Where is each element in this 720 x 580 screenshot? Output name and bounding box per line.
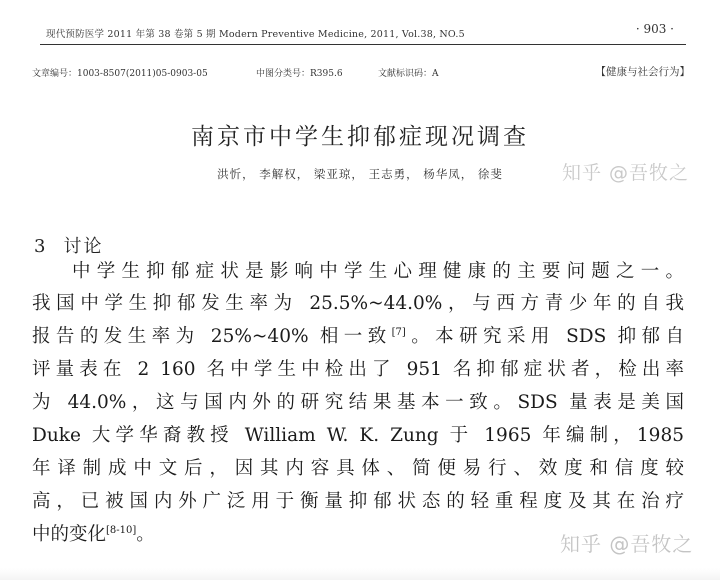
- body-line: 年译制成中文后，因其内容具体、简便易行、效度和信度较: [32, 458, 684, 479]
- body-line: Duke 大学华裔教授 William W. K. Zung 于 1965 年编制，1985: [32, 425, 684, 446]
- section-title: 讨论: [63, 236, 104, 257]
- watermark-top: 知乎 @吾牧之: [562, 162, 690, 184]
- body-line: 为 44.0%，这与国内外的研究结果基本一致。SDS 量表是美国: [32, 392, 684, 413]
- section-heading: [34, 232, 103, 258]
- running-head: 现代预防医学 2011 年第 38 卷第 5 期 Modern Preventive Medicine, 2011, Vol.38, NO.5: [46, 29, 465, 40]
- page-number: · 903 ·: [635, 22, 674, 36]
- citation-ref: [8-10]: [106, 525, 137, 536]
- body-line: 评量表在 2 160 名中学生中检出了 951 名抑郁症状者，检出率: [32, 359, 684, 380]
- body-line: 我国中学生抑郁发生率为 25.5%~44.0%，与西方青少年的自我: [32, 293, 684, 314]
- section-number: 3: [34, 236, 48, 257]
- body-line: 高，已被国内外广泛用于衡量抑郁状态的轻重程度及其在治疗: [32, 491, 684, 512]
- citation-ref: [7]: [391, 327, 406, 338]
- column-label: 【健康与社会行为】: [595, 66, 690, 78]
- article-number: 文章编号：1003-8507(2011)05-0903-05: [32, 69, 208, 79]
- author-list: 洪忻， 李解权， 梁亚琼， 王志勇， 杨华凤， 徐斐: [217, 167, 503, 181]
- clc-number: 中图分类号：R395.6: [256, 69, 343, 79]
- page-edge-shadow: [0, 568, 720, 580]
- document-code: 文献标识码：A: [378, 69, 439, 79]
- watermark-bottom: 知乎 @吾牧之: [560, 532, 694, 556]
- body-line: 中学生抑郁症状是影响中学生心理健康的主要问题之一。: [72, 261, 684, 282]
- article-title: 南京市中学生抑郁症现况调查: [191, 124, 529, 150]
- body-line: 中的变化[8-10]。: [32, 524, 155, 545]
- body-line: 报告的发生率为 25%~40% 相一致[7]。本研究采用 SDS 抑郁自: [32, 326, 684, 347]
- header-rule: [40, 44, 686, 45]
